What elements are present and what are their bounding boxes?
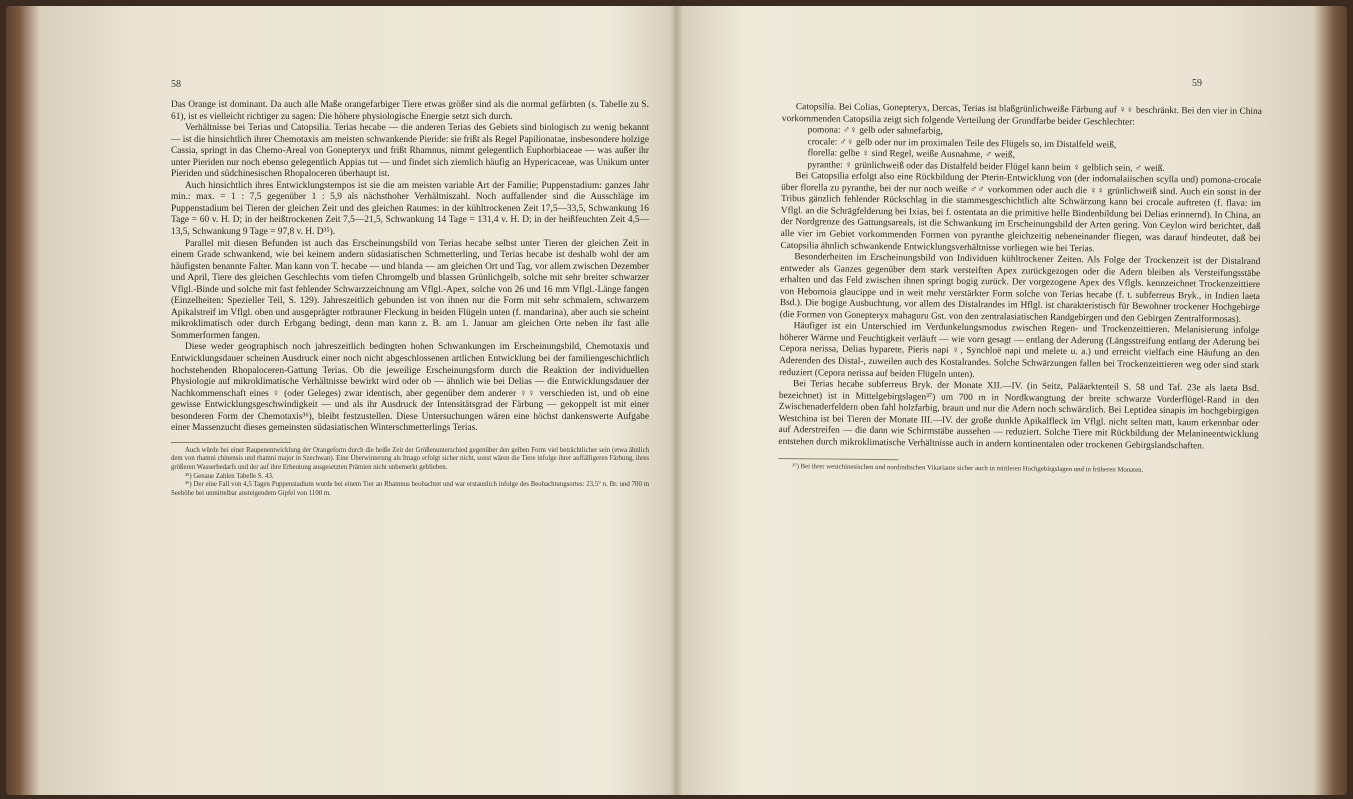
paragraph: Besonderheiten im Erscheinungsbild von Individuen kühltrockener Zeiten. Als Folge der Trockenzeit ist der Distalrand entweder als Ganzes gegenüber dem stark versteiften Apex zurückgezogen oder die Adern bleiben als Versteifungsstäbe erhalten und das Feld zwischen ihnen springt bogig zurück. Der vorgezogene Apex des Vflgls. kennzeichnet Trockenzeittiere von Hebomoia glaucippe und in weit mehr verstärkter Form solche von Terias hecabe (f. t. subferreus Bryk., in Indien laeta Bsd.). Die bogige Ausbuchtung, vor allem des Distalrandes im Hflgl. ist charakteristisch für Bewohner trockener Hochgebirge (die Formen von Gonepteryx mahaguru Gst. von den zentralasiatischen Randgebirgen und den Gebirgen Zentralformosas). [779,252,1261,325]
footnote-divider [171,442,291,443]
footnote: ³⁵) Genaue Zahlen Tabelle S. 43. [185,472,274,480]
left-page-body [171,100,649,498]
footnote: ³⁷) Bei ihrer westchinesischen und nordindischen Vikariante sicher auch in mittleren Hochgebirgslagen und in früheren Monaten. [792,463,1144,475]
page-number-left: 58 [171,79,181,90]
paragraph: Verhältnisse bei Terias und Catopsilia. Terias hecabe — die anderen Terias des Gebiets sind biologisch zu wenig bekannt — ist die hinsichtlich ihrer Chemotaxis am meisten schwankende Pieride: sie frißt als Regel Papilionatae, insbesondere holzige Cassia, springt in das Chemo-Areal von Gonepteryx und frißt Rhamnus, nimmt gelegentlich Euphorbiaceae — was außer ihr unter Pieriden nur noch ebenso gelegentlich Appias tut — und findet sich ziemlich häufig an Hypericaceae, was Unikum unter Pieriden und südchinesischen Rhopaloceren überhaupt ist. [171,123,649,180]
paragraph: Das Orange ist dominant. Da auch alle Maße orangefarbiger Tiere etwas größer sind als die normal gefärbten (s. Tabelle zu S. 61), ist es vielleicht richtiger zu sagen: Die höhere physiologische Energie setzt sich durch. [171,100,649,122]
paragraph: Bei Catopsilia erfolgt also eine Rückbildung der Pterin-Entwicklung von (der indomalaiischen scylla und) pomona-crocale über florella zu pyranthe, bei der nur noch weiße ♂♂ vorkommen oder auch die ♀♀ grünlichweiß sind. Auch ein sonst in der Tribus gänzlich fehlender Rückschlag in die stammesgeschichtlich alte Schwärzung kann bei crocale auftreten (f. flava: im Vflgl. an die Schrägfelderung bei Ixias, bei f. ostentata an die primitive helle Bindenbildung bei Delias erinnernd). In China, an der Nordgrenze des Gattungsareals, ist die Schwankung im Erscheinungsbild der Arten gering. Von Ceylon wird berichtet, daß alle vier im Gebiet vorkommenden Formen von pyranthe gleichzeitig nebeneinander fliegen, was darauf hindeutet, daß bei Catopsilia ähnlich schwankende Entwicklungsverhältnisse vorliegen wie bei Terias. [780,171,1262,254]
book-spread [6,6,1347,795]
list-item: crocale: ♂♀ gelb oder nur im proximalen Teile des Flügels so, im Distalfeld weiß, [807,136,1117,151]
right-page [677,6,1347,795]
page-number-right: 59 [1192,78,1202,89]
list-item: pyranthe: ♀ grünlichweiß oder das Distalfeld beider Flügel kann beim ♀ gelblich sein, ♂ weiß. [807,160,1165,174]
list-item: pomona: ♂♀ gelb oder sahnefarbig, [807,125,943,137]
paragraph: Diese weder geographisch noch jahreszeitlich bedingten hohen Schwankungen im Erscheinungsbild, Chemotaxis und Entwicklungsdauer scheinen Ausdruck einer noch nicht abgeschlossenen artlichen Entwicklung bei der familiengeschichtlich hochstehenden Rhopaloceren-Gattung Terias. Ob die jeweilige Erscheinungsform durch die Reaktion der individuellen Physiologie auf mikroklimatische Verhältnisse bewirkt wird oder ob — ähnlich wie bei Delias — die Entwicklungsdauer der Nachkommenschaft eines ♀ (oder Geleges) zwar identisch, aber gegenüber dem anderer ♀♀ verschieden ist, und ob eine gewisse Entwicklungsgeschwindigkeit — und als ihr Ausdruck der Intensitätsgrad der Färbung — gekoppelt ist mit einer besonderen Form der Chemotaxis³⁶), bleibt festzustellen. Diese Untersuchungen wären eine höchst dankenswerte Aufgabe einer Massenzucht dieses gemeinsten südasiatischen Winterschmetterlings Terias. [171,342,649,434]
footnote: Auch würde bei einer Raupenentwicklung der Orangeform durch die heiße Zeit der Größenunterschied gegenüber den gelben Form viel beträchtlicher sein (etwa ähnlich dem von rhamni chinensis und rhamni major in Szechwan). Eine Überwinterung als Imago erfolgt sicher nicht, sonst wären die Tiere infolge ihrer auffälligeren Färbung, ihres größeren Wasserbedarfs und der auf ihre Erbeutung ausgesetzten Prämien nicht unbemerkt geblieben. [171,446,649,472]
footnote-divider [778,458,898,460]
paragraph: Auch hinsichtlich ihres Entwicklungstempos ist sie die am meisten variable Art der Familie; Puppenstadium: ganzes Jahr min.: max. = 1 : 7,5 gegenüber 1 : 5,9 als nächsthoher Verhältniszahl. Noch auffallender sind die Ausschläge im Puppenstadium bei Tieren der gleichen Zeit und des gleichen Raumes: in der kühltrockenen Zeit 17,5—33,5, Schwankung 16 Tage = 60 v. H. D; in der heißtrockenen Zeit 7,5—21,5, Schwankung 14 Tage = 131,4 v. H. D; in der heißfeuchten Zeit 4,5—13,5, Schwankung 9 Tage = 97,8 v. H. D³⁵). [171,180,649,238]
paragraph: Bei Terias hecabe subferreus Bryk. der Monate XII.—IV. (in Seitz, Paläarktenteil S. 58 und Taf. 23e als laeta Bsd. bezeichnet) ist in Mittelgebirgslagen³⁷) um 700 m in Nordkwangtung der breite schwarze Vorderflügel-Rand in den Zwischenaderfeldern oben fahl holzfarbig, braun und nur die Adern noch schwärzlich. Bei Leptidea sinapis im hochgebirgigen Westchina ist bei Tieren der Monate III.—IV. der große dunkle Apikalfleck im Vflgl. nicht selten matt, kaum erkennbar oder auf Aderstreifen — die dann wie Schirmstäbe aussehen — reduziert. Solche Tiere mit Rückbildung der Melanineentwicklung entstehen durch mikroklimatische Verhältnisse auch in andern kontinentalen oder trockenen Gebirgslandschaften. [778,379,1260,452]
paragraph: Häufiger ist ein Unterschied im Verdunkelungsmodus zwischen Regen- und Trockenzeittieren. Melanisierung infolge höherer Wärme und Feuchtigkeit verläuft — wie vorn gesagt — entlang der Aderung (Längsstreifung entlang der Aderung bei Cepora nerissa, Delias hyparete, Pieris napi ♀, Synchloë napi und melete u. a.) und erreicht vielfach eine Häufung an den Aderenden des Distal-, zuweilen auch des Kostalrandes. Solche Schwärzungen fallen bei Trockenzeittieren weg oder sind stark reduziert (Cepora nerissa auf beiden Flügeln unten). [779,321,1260,380]
paragraph: Catopsilia. Bei Colias, Gonepteryx, Dercas, Terias ist blaßgrünlichweiße Färbung auf ♀♀ beschränkt. Bei den vier in China vorkommenden Catopsilia zeigt sich folgende Verteilung der Grundfarbe beider Geschlechter: [781,102,1262,128]
left-page [6,6,676,795]
right-page-body [778,102,1262,477]
footnote: ³⁶) Der eine Fall von 4,5 Tagen Puppenstadium wurde bei einem Tier an Rhamnus beobachtet und war erstaunlich infolge des Beobachtungsortes: 23,5° n. Br. und 700 m Seehöhe bei unmittelbar ansteigendem Gipfel von 1100 m. [171,481,649,497]
paragraph: Parallel mit diesen Befunden ist auch das Erscheinungsbild von Terias hecabe selbst unter Tieren der gleichen Zeit in einem Grade schwankend, wie bei keinem andern südasiatischen Schmetterling, und Terias hecabe ist deshalb wohl der am häufigsten benannte Falter. Man kann von T. hecabe — und blanda — am gleichen Ort und Tag, vor allem zwischen Dezember und April, Tiere des gleichen Geschlechts vom tiefen Chromgelb und blassen Grünlichgelb, solche mit sehr breiter schwarzer Vflgl.-Binde und solche mit fast fehlender Schwarzzeichnung am Vflgl.-Apex, solche von 26 und 16 mm Vflgl.-Länge fangen (Einzelheiten: Spezieller Teil, S. 129). Jahreszeitlich gebunden ist von ihnen nur die Form mit sehr schmalem, schwarzem Apikalstreif im Vflgl. oben und ausgeprägter rotbrauner Fleckung in beiden Flügeln unten (f. mandarina), aber auch sie scheint mikroklimatisch oder durch Erbgang bedingt, denn man kann z. B. am 1. Januar am gleichen Orte neben ihr fast alle Sommerformen fangen. [171,238,649,341]
list-item: florella: gelbe ♀ sind Regel, weiße Ausnahme, ♂ weiß, [807,148,1016,161]
